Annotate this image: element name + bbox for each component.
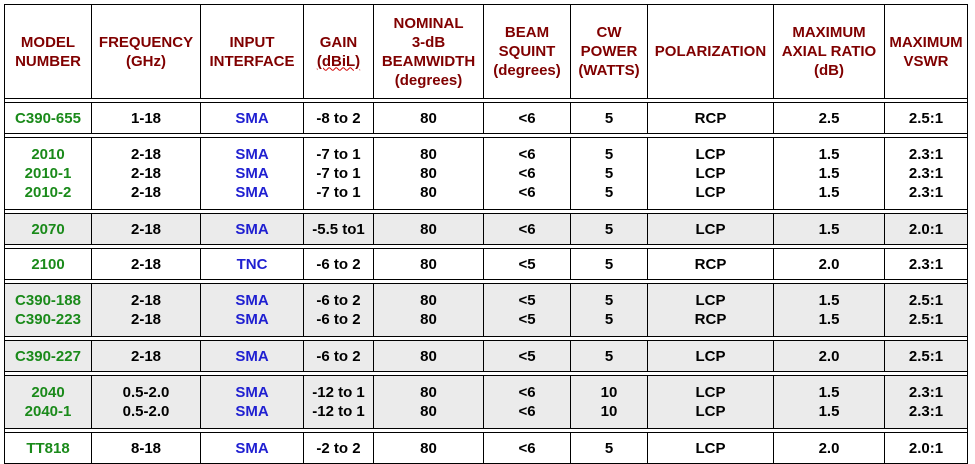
cell-value: 2010-2 — [24, 184, 72, 201]
cell-value: C390-227 — [15, 347, 81, 365]
header-axial-ratio-line: AXIAL RATIO — [781, 43, 877, 60]
header-cw-power-line: POWER — [580, 43, 638, 60]
cell-gain — [304, 138, 374, 210]
cell-value: 5 — [604, 255, 614, 273]
cell-axial-ratio — [774, 249, 885, 280]
cell-axial-ratio — [774, 138, 885, 210]
cell-value: 80 — [420, 255, 437, 273]
cell-value: 80 — [420, 165, 437, 182]
cell-value: 5 — [604, 109, 614, 127]
cell-value: RCP — [694, 311, 727, 328]
cell-value: SMA — [235, 220, 269, 238]
cell-vswr — [885, 284, 968, 337]
header-model-number-line: MODEL — [20, 33, 76, 51]
cell-value: 2-18 — [130, 220, 162, 238]
cell-value: 2010-1 — [24, 165, 72, 182]
cell-axial-ratio — [774, 341, 885, 372]
cell-cw-power — [571, 103, 648, 134]
header-frequency-line: (GHz) — [126, 52, 166, 70]
cell-value: 2.5:1 — [908, 292, 944, 309]
cell-value: <6 — [518, 146, 536, 163]
cell-value: 2-18 — [130, 311, 162, 328]
cell-value: 80 — [420, 311, 437, 328]
cell-value: <6 — [518, 384, 536, 401]
cell-input-interface — [201, 433, 304, 464]
cell-value: SMA — [235, 311, 269, 328]
cell-value: -6 to 2 — [316, 292, 361, 309]
header-gain — [304, 5, 374, 99]
cell-value: 5 — [604, 146, 614, 163]
cell-value: C390-223 — [15, 311, 81, 328]
header-model-number-line: NUMBER — [15, 52, 81, 70]
cell-value: 1.5 — [818, 311, 840, 328]
cell-value: 2.3:1 — [908, 146, 944, 163]
cell-value: 2.5:1 — [908, 109, 944, 127]
header-beam-squint-line: BEAM — [504, 24, 550, 41]
cell-value: -5.5 to1 — [312, 220, 365, 238]
header-axial-ratio-line: (dB) — [814, 62, 844, 79]
cell-frequency — [92, 433, 201, 464]
header-cw-power-line: (WATTS) — [578, 62, 640, 79]
header-input-interface-line: INPUT — [229, 33, 275, 51]
cell-cw-power — [571, 376, 648, 429]
cell-value: -12 to 1 — [312, 403, 365, 420]
cell-value: 0.5-2.0 — [122, 384, 170, 401]
cell-value: 2.0:1 — [908, 439, 944, 457]
table-row-group — [5, 138, 968, 210]
table-row-group — [5, 341, 968, 372]
cell-beamwidth — [374, 214, 484, 245]
cell-value: LCP — [695, 146, 726, 163]
cell-model-number — [5, 376, 92, 429]
cell-value: LCP — [695, 220, 726, 238]
cell-cw-power — [571, 249, 648, 280]
cell-beamwidth — [374, 138, 484, 210]
header-beamwidth-line: NOMINAL — [393, 14, 464, 32]
cell-value: 5 — [604, 165, 614, 182]
cell-polarization — [648, 214, 774, 245]
cell-value: RCP — [694, 255, 727, 273]
cell-value: SMA — [235, 403, 269, 420]
cell-model-number — [5, 284, 92, 337]
cell-value: -7 to 1 — [316, 184, 361, 201]
cell-cw-power — [571, 138, 648, 210]
cell-frequency — [92, 249, 201, 280]
header-axial-ratio-line: MAXIMUM — [792, 24, 866, 41]
cell-value: 80 — [420, 439, 437, 457]
cell-value: 1-18 — [130, 109, 162, 127]
cell-beamwidth — [374, 376, 484, 429]
cell-value: -7 to 1 — [316, 165, 361, 182]
table-row-group — [5, 214, 968, 245]
cell-polarization — [648, 341, 774, 372]
cell-gain — [304, 214, 374, 245]
cell-value: 2.5:1 — [908, 347, 944, 365]
cell-value: 5 — [604, 220, 614, 238]
header-beam-squint — [484, 5, 571, 99]
table-row-group — [5, 249, 968, 280]
cell-value: 1.5 — [818, 184, 840, 201]
cell-value: 2-18 — [130, 255, 162, 273]
cell-model-number — [5, 103, 92, 134]
cell-value: 1.5 — [818, 292, 840, 309]
cell-value: 2040-1 — [24, 403, 72, 420]
cell-value: SMA — [235, 165, 269, 182]
table-row-group — [5, 103, 968, 134]
cell-value: 80 — [420, 109, 437, 127]
cell-model-number — [5, 433, 92, 464]
cell-model-number — [5, 138, 92, 210]
cell-polarization — [648, 249, 774, 280]
cell-axial-ratio — [774, 376, 885, 429]
cell-beam-squint — [484, 341, 571, 372]
cell-value: TT818 — [26, 439, 70, 457]
cell-vswr — [885, 138, 968, 210]
cell-value: 5 — [604, 347, 614, 365]
cell-vswr — [885, 433, 968, 464]
cell-vswr — [885, 341, 968, 372]
cell-beam-squint — [484, 284, 571, 337]
cell-axial-ratio — [774, 284, 885, 337]
cell-gain — [304, 341, 374, 372]
cell-value: <6 — [518, 220, 536, 238]
cell-value: SMA — [235, 292, 269, 309]
cell-value: LCP — [695, 384, 726, 401]
cell-value: <5 — [518, 292, 536, 309]
cell-value: 2.5 — [818, 109, 840, 127]
cell-value: 10 — [600, 384, 618, 401]
header-beam-squint-line: (degrees) — [493, 62, 561, 79]
cell-gain — [304, 433, 374, 464]
cell-polarization — [648, 433, 774, 464]
cell-polarization — [648, 138, 774, 210]
cell-vswr — [885, 376, 968, 429]
header-gain-line: GAIN — [319, 33, 358, 51]
cell-beam-squint — [484, 214, 571, 245]
cell-axial-ratio — [774, 103, 885, 134]
cell-value: 5 — [604, 439, 614, 457]
cell-value: 80 — [420, 146, 437, 163]
cell-value: LCP — [695, 292, 726, 309]
cell-beamwidth — [374, 341, 484, 372]
cell-value: 80 — [420, 347, 437, 365]
cell-value: -2 to 2 — [316, 439, 361, 457]
header-beamwidth-line: BEAMWIDTH — [381, 52, 476, 70]
cell-beam-squint — [484, 138, 571, 210]
cell-value: 80 — [420, 220, 437, 238]
cell-value: <5 — [518, 311, 536, 328]
cell-value: <6 — [518, 184, 536, 201]
header-beamwidth — [374, 5, 484, 99]
cell-value: 2.0 — [818, 347, 840, 365]
cell-value: SMA — [235, 384, 269, 401]
cell-value: -12 to 1 — [312, 384, 365, 401]
cell-gain — [304, 376, 374, 429]
cell-value: SMA — [235, 347, 269, 365]
cell-value: 2.3:1 — [908, 255, 944, 273]
cell-polarization — [648, 376, 774, 429]
cell-value: 2-18 — [130, 146, 162, 163]
header-vswr-line: VSWR — [903, 52, 949, 70]
table-body — [5, 99, 968, 464]
cell-value: 80 — [420, 184, 437, 201]
cell-value: 1.5 — [818, 403, 840, 420]
cell-value: 2-18 — [130, 347, 162, 365]
cell-value: LCP — [695, 403, 726, 420]
cell-frequency — [92, 284, 201, 337]
header-cw-power-line: CW — [596, 24, 622, 41]
table-row-group — [5, 433, 968, 464]
cell-beam-squint — [484, 103, 571, 134]
cell-value: 2-18 — [130, 292, 162, 309]
header-vswr-line: MAXIMUM — [889, 33, 963, 51]
cell-input-interface — [201, 284, 304, 337]
cell-value: 1.5 — [818, 220, 840, 238]
cell-beam-squint — [484, 249, 571, 280]
antenna-spec-table — [4, 4, 968, 464]
cell-value: 2100 — [31, 255, 65, 273]
cell-value: -6 to 2 — [316, 255, 361, 273]
cell-frequency — [92, 138, 201, 210]
spec-table-container — [4, 4, 968, 464]
cell-frequency — [92, 341, 201, 372]
header-model-number — [5, 5, 92, 99]
header-beam-squint-line: SQUINT — [498, 43, 556, 60]
cell-axial-ratio — [774, 433, 885, 464]
cell-value: 2-18 — [130, 184, 162, 201]
header-polarization — [648, 5, 774, 99]
table-row-group — [5, 284, 968, 337]
cell-gain — [304, 249, 374, 280]
cell-value: TNC — [236, 255, 268, 273]
cell-value: -8 to 2 — [316, 109, 361, 127]
cell-cw-power — [571, 433, 648, 464]
cell-gain — [304, 284, 374, 337]
cell-input-interface — [201, 376, 304, 429]
cell-value: LCP — [695, 347, 726, 365]
cell-value: <6 — [518, 403, 536, 420]
cell-beam-squint — [484, 376, 571, 429]
cell-value: 0.5-2.0 — [122, 403, 170, 420]
cell-value: C390-188 — [15, 292, 81, 309]
cell-value: LCP — [695, 184, 726, 201]
cell-beam-squint — [484, 433, 571, 464]
cell-model-number — [5, 249, 92, 280]
cell-value: 5 — [604, 292, 614, 309]
cell-model-number — [5, 341, 92, 372]
cell-cw-power — [571, 214, 648, 245]
header-gain-line: (dBiL) — [316, 52, 361, 70]
cell-beamwidth — [374, 249, 484, 280]
cell-value: 5 — [604, 311, 614, 328]
cell-value: 2070 — [31, 220, 65, 238]
header-beamwidth-line: 3-dB — [411, 33, 446, 51]
cell-polarization — [648, 284, 774, 337]
cell-value: 2.0 — [818, 439, 840, 457]
header-frequency — [92, 5, 201, 99]
cell-value: 1.5 — [818, 146, 840, 163]
cell-value: 1.5 — [818, 165, 840, 182]
cell-value: 2.3:1 — [908, 165, 944, 182]
cell-input-interface — [201, 341, 304, 372]
cell-cw-power — [571, 284, 648, 337]
header-vswr — [885, 5, 968, 99]
cell-value: -6 to 2 — [316, 347, 361, 365]
cell-frequency — [92, 103, 201, 134]
cell-value: <6 — [518, 109, 536, 127]
cell-value: 2.5:1 — [908, 311, 944, 328]
cell-input-interface — [201, 138, 304, 210]
table-header — [5, 5, 968, 99]
cell-value: 2-18 — [130, 165, 162, 182]
header-axial-ratio — [774, 5, 885, 99]
header-row — [5, 5, 968, 99]
cell-polarization — [648, 103, 774, 134]
cell-vswr — [885, 214, 968, 245]
cell-value: 5 — [604, 184, 614, 201]
header-cw-power — [571, 5, 648, 99]
cell-vswr — [885, 103, 968, 134]
cell-value: <5 — [518, 347, 536, 365]
table-row-group — [5, 376, 968, 429]
cell-value: 2.3:1 — [908, 403, 944, 420]
cell-frequency — [92, 376, 201, 429]
cell-value: 8-18 — [130, 439, 162, 457]
cell-value: <6 — [518, 165, 536, 182]
cell-value: LCP — [695, 439, 726, 457]
cell-value: C390-655 — [15, 109, 81, 127]
cell-value: LCP — [695, 165, 726, 182]
cell-value: 80 — [420, 403, 437, 420]
cell-value: 2040 — [31, 384, 65, 401]
cell-value: SMA — [235, 439, 269, 457]
cell-beamwidth — [374, 433, 484, 464]
cell-beamwidth — [374, 284, 484, 337]
cell-value: <6 — [518, 439, 536, 457]
cell-value: 2.3:1 — [908, 184, 944, 201]
header-input-interface-line: INTERFACE — [209, 52, 295, 70]
cell-value: SMA — [235, 109, 269, 127]
cell-value: <5 — [518, 255, 536, 273]
cell-value: SMA — [235, 146, 269, 163]
cell-value: 80 — [420, 384, 437, 401]
cell-value: 2.0:1 — [908, 220, 944, 238]
cell-frequency — [92, 214, 201, 245]
cell-input-interface — [201, 249, 304, 280]
cell-model-number — [5, 214, 92, 245]
cell-value: 80 — [420, 292, 437, 309]
header-beamwidth-line: (degrees) — [394, 71, 463, 89]
cell-axial-ratio — [774, 214, 885, 245]
cell-cw-power — [571, 341, 648, 372]
cell-value: 2.0 — [818, 255, 840, 273]
cell-value: -7 to 1 — [316, 146, 361, 163]
cell-value: 1.5 — [818, 384, 840, 401]
cell-vswr — [885, 249, 968, 280]
cell-input-interface — [201, 214, 304, 245]
cell-input-interface — [201, 103, 304, 134]
cell-value: SMA — [235, 184, 269, 201]
header-polarization-line: POLARIZATION — [654, 43, 767, 60]
cell-value: RCP — [694, 109, 727, 127]
header-frequency-line: FREQUENCY — [98, 33, 194, 51]
cell-value: 10 — [600, 403, 618, 420]
cell-value: 2010 — [31, 146, 65, 163]
header-input-interface — [201, 5, 304, 99]
cell-gain — [304, 103, 374, 134]
cell-beamwidth — [374, 103, 484, 134]
cell-value: -6 to 2 — [316, 311, 361, 328]
cell-value: 2.3:1 — [908, 384, 944, 401]
